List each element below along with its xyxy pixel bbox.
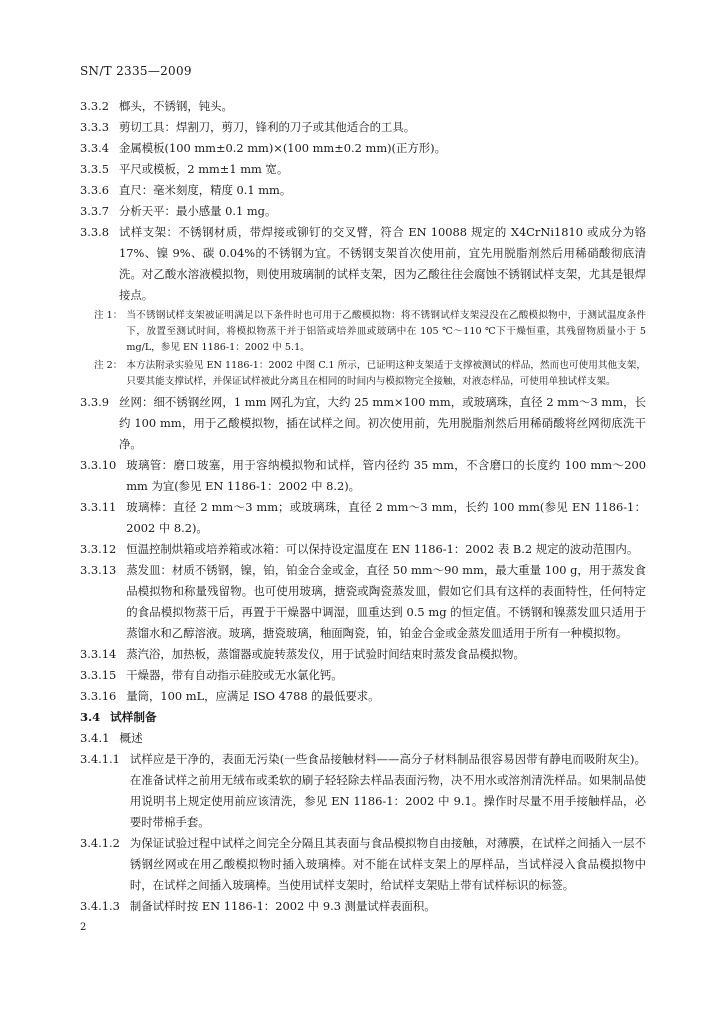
clause-number: 3.4.1.2 bbox=[80, 836, 120, 850]
clause-text: 蒸汽浴，加热板，蒸馏器或旋转蒸发仪，用于试验时间结束时蒸发食品模拟物。 bbox=[126, 647, 525, 661]
clause-text: 试样支架：不锈钢材质，带焊接或铆钉的交叉臂，符合 EN 10088 规定的 X4CrNi1810 或成分为铬 17%、镍 9%、碳 0.04%的不锈钢为宜。不锈钢支架首次使用前，宜先用脱脂剂然后用稀硝酸彻底清洗。对乙酸水溶液模拟物，则使用玻璃制的试样支架，因为乙酸往往会腐蚀不锈钢试样支架，尤其是银焊接点。 bbox=[118, 225, 646, 302]
clause-text: 榔头，不锈钢，钝头。 bbox=[118, 99, 233, 113]
clause-item bbox=[80, 539, 646, 560]
clause-text: 平尺或模板，2 mm±1 mm 宽。 bbox=[118, 162, 289, 176]
clause-text: 直尺：毫米刻度，精度 0.1 mm。 bbox=[118, 183, 292, 197]
clause-number: 3.3.16 bbox=[80, 689, 117, 703]
clause-item bbox=[80, 497, 646, 539]
clause-item bbox=[80, 644, 646, 665]
standard-code-header: SN/T 2335—2009 bbox=[80, 64, 192, 78]
clause-text: 为保证试验过程中试样之间完全分隔且其表面与食品模拟物自由接触，对薄膜，在试样之间插入一层不锈钢丝网或在用乙酸模拟物时插入玻璃棒。对不能在试样支架上的厚样品，当试样浸入食品模拟物中时，在试样之间插入玻璃棒。当使用试样支架时，给试样支架贴上带有试样标识的标签。 bbox=[129, 836, 646, 892]
clause-text: 金属模板(100 mm±0.2 mm)×(100 mm±0.2 mm)(正方形)。 bbox=[118, 141, 447, 155]
clause-number: 3.3.4 bbox=[80, 141, 109, 155]
clause-item bbox=[80, 392, 646, 455]
note-label: 注 1： bbox=[94, 310, 123, 321]
clause-text: 丝网：细不锈钢丝网，1 mm 网孔为宜，大约 25 mm×100 mm，或玻璃珠，直径 2 mm～3 mm，长约 100 mm，用于乙酸模拟物，插在试样之间。初次使用前，先用脱脂剂然后用稀硝酸将丝网彻底洗干净。 bbox=[118, 395, 646, 451]
clause-text: 量筒，100 mL，应满足 ISO 4788 的最低要求。 bbox=[126, 689, 380, 703]
clause-item bbox=[80, 896, 646, 917]
clause-text: 玻璃管：磨口玻塞，用于容纳模拟物和试样，管内径约 35 mm，不含磨口的长度约 100 mm～200 mm 为宜(参见 EN 1186-1：2002 中 8.2)。 bbox=[126, 458, 646, 493]
clause-number: 3.3.5 bbox=[80, 162, 109, 176]
clause-text: 制备试样时按 EN 1186-1：2002 中 9.3 测量试样表面积。 bbox=[129, 899, 436, 913]
clause-number: 3.3.3 bbox=[80, 120, 109, 134]
clause-text: 玻璃棒：直径 2 mm～3 mm；或玻璃珠，直径 2 mm～3 mm，长约 100 mm(参见 EN 1186-1：2002 中 8.2)。 bbox=[126, 500, 646, 535]
clause-item bbox=[80, 749, 646, 833]
clause-number: 3.4.1.3 bbox=[80, 899, 120, 913]
clause-item bbox=[80, 180, 646, 201]
clause-number: 3.3.2 bbox=[80, 99, 109, 113]
clause-item bbox=[80, 96, 646, 117]
clause-item bbox=[80, 117, 646, 138]
note-label: 注 2： bbox=[94, 360, 123, 371]
page-number: 2 bbox=[80, 922, 87, 933]
clause-text: 蒸发皿：材质不锈钢，镍，铂，铂金合金或金，直径 50 mm～90 mm，最大重量 100 g，用于蒸发食品模拟物和称量残留物。也可使用玻璃，搪瓷或陶瓷蒸发皿，假如它们具有这样的表面特性，任何特定的食品模拟物蒸干后，再置于干燥器中调湿，皿重达到 0.5 mg 的恒定值。不锈钢和镍蒸发皿只适用于蒸馏水和乙醇溶液。玻璃，搪瓷玻璃，釉面陶瓷，铂，铂金合金或金蒸发皿适用于所有一种模拟物。 bbox=[126, 563, 646, 640]
clause-item bbox=[80, 201, 646, 222]
note-item bbox=[94, 358, 646, 390]
section-number: 3.4 bbox=[80, 710, 101, 724]
clause-text: 试样应是干净的，表面无污染(一些食品接触材料——高分子材料制品很容易因带有静电而吸附灰尘)。在准备试样之前用无绒布或柔软的刷子轻轻除去样品表面污物，决不用水或溶剂清洗样品。如果制品使用说明书上规定使用前应该清洗，参见 EN 1186-1：2002 中 9.1。操作时尽量不用手接触样品，必要时带棉手套。 bbox=[129, 752, 646, 829]
clause-number: 3.3.8 bbox=[80, 225, 109, 239]
section-heading bbox=[80, 707, 646, 728]
clause-text: 分析天平：最小感量 0.1 mg。 bbox=[118, 204, 277, 218]
clause-number: 3.3.14 bbox=[80, 647, 117, 661]
note-item bbox=[94, 308, 646, 356]
clause-text: 剪切工具：焊割刀，剪刀，锋利的刀子或其他适合的工具。 bbox=[118, 120, 416, 134]
clause-number: 3.3.12 bbox=[80, 542, 117, 556]
clause-number: 3.3.13 bbox=[80, 563, 117, 577]
clause-item bbox=[80, 686, 646, 707]
clause-number: 3.3.15 bbox=[80, 668, 117, 682]
clause-item bbox=[80, 560, 646, 644]
clause-item bbox=[80, 833, 646, 896]
section-title: 试样制备 bbox=[110, 710, 157, 724]
clause-item bbox=[80, 159, 646, 180]
clause-number: 3.4.1.1 bbox=[80, 752, 120, 766]
clause-item bbox=[80, 665, 646, 686]
clause-item bbox=[80, 455, 646, 497]
clause-number: 3.3.11 bbox=[80, 500, 117, 514]
clause-number: 3.3.6 bbox=[80, 183, 109, 197]
clause-number: 3.3.10 bbox=[80, 458, 117, 472]
subsection-number: 3.4.1 bbox=[80, 731, 110, 745]
clause-number: 3.3.7 bbox=[80, 204, 109, 218]
clause-text: 恒温控制烘箱或培养箱或冰箱：可以保持设定温度在 EN 1186-1：2002 表 B.2 规定的波动范围内。 bbox=[126, 542, 639, 556]
clause-text: 干燥器，带有自动指示硅胶或无水氯化钙。 bbox=[126, 668, 343, 682]
subsection-title: 概述 bbox=[119, 731, 143, 745]
note-text: 当不锈钢试样支架被证明满足以下条件时也可用于乙酸模拟物：将不锈钢试样支架浸没在乙酸模拟物中，于测试温度条件下，放置至测试时间，将模拟物蒸干并于铝箔或培养皿或玻璃中在 105 ℃～110 ℃下干燥恒重，其残留物质量小于 5 mg/L，参见 EN 1186-1：2002 中 5.1。 bbox=[126, 310, 646, 353]
subsection-heading bbox=[80, 728, 646, 749]
note-text: 本方法附录实验见 EN 1186-1：2002 中图 C.1 所示，已证明这种支架适于支撑被测试的样品，然而也可使用其他支架，只要其能支撑试样，并保证试样被此分离且在相同的时间内与模拟物完全接触，对液态样品，可使用单独试样支架。 bbox=[126, 360, 646, 387]
clause-number: 3.3.9 bbox=[80, 395, 109, 409]
clause-item bbox=[80, 222, 646, 306]
clause-item bbox=[80, 138, 646, 159]
document-body bbox=[80, 96, 646, 917]
